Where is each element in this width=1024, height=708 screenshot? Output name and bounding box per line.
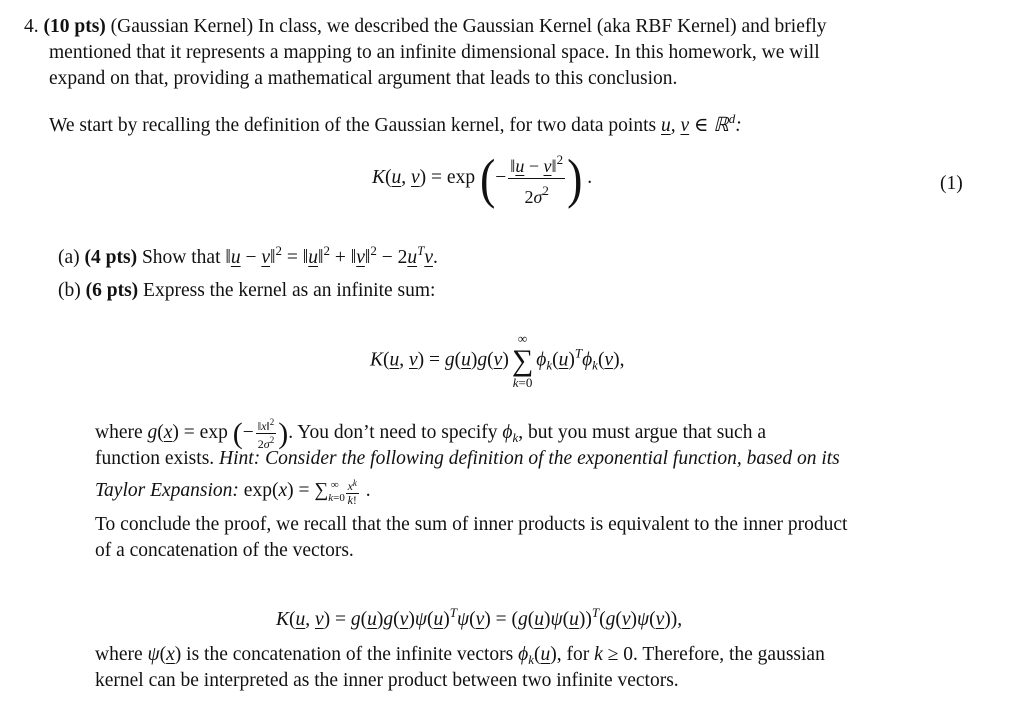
final-for-text: , for bbox=[556, 644, 595, 665]
problem-intro-line-3: expand on that, providing a mathematical argument that leads to this conclusion. bbox=[49, 68, 678, 89]
function-exists-text: function exists. bbox=[95, 448, 220, 469]
psi-x: ψ(x) bbox=[147, 644, 182, 665]
taylor-text: Taylor Expansion: bbox=[95, 480, 239, 501]
part-b bbox=[58, 278, 435, 304]
part-a-label: (a) bbox=[58, 247, 80, 268]
final-mid-text: is the concatenation of the infinite vectors bbox=[181, 644, 519, 665]
taylor-math: $\exp(x) = \sum_{k=0}^\infty$ $\frac{x^k}{k!}$ . bbox=[243, 477, 371, 507]
part-a-text: Show that bbox=[141, 247, 226, 268]
final-where-text: where bbox=[95, 644, 148, 665]
part-a-math: ‖u − v‖$^2$ = ‖u‖$^2$ + ‖v‖$^2$ − $2u^Tv$. bbox=[225, 243, 438, 268]
phi-k-u: $\phi_k(u)$ bbox=[518, 644, 557, 667]
part-a-points: (4 pts) bbox=[84, 247, 138, 268]
problem-intro-1: (Gaussian Kernel) In class, we described the Gaussian Kernel (aka RBF Kernel) and briefly bbox=[105, 16, 827, 37]
part-b-label: (b) bbox=[58, 280, 81, 301]
but-must-text: , but you must argue that such a bbox=[518, 421, 766, 443]
problem-number: 4. bbox=[24, 16, 39, 37]
dont-need-text: . You don’t need to specify bbox=[288, 421, 503, 443]
function-exists-line bbox=[95, 446, 840, 472]
equation-sum: K(u, v) = g(u)g(v) ∞ ∑ k=0 $\phi_k(u)^T\phi_k(v)$, bbox=[370, 331, 625, 390]
equation-final: K(u, $v) = g(u)g(v)\psi(u)^T\psi(v) = (g(u)\psi(u))^T(g(v)\psi(v))$, bbox=[276, 605, 683, 630]
part-b-points: (6 pts) bbox=[85, 280, 139, 301]
phi-k: $\phi_k$ bbox=[502, 421, 519, 445]
final-end-text: . Therefore, the gaussian bbox=[632, 644, 825, 665]
where-text: where bbox=[95, 421, 148, 443]
conclude-line-2: of a concatenation of the vectors. bbox=[95, 540, 354, 561]
final-line-2: kernel can be interpreted as the inner product between two infinite vectors. bbox=[95, 670, 679, 691]
hint-text: Consider the following definition of the exponential function, based on its bbox=[260, 448, 840, 469]
hint-label: Hint: bbox=[219, 448, 261, 469]
problem-intro-line-1 bbox=[24, 14, 827, 40]
problem-points: (10 pts) bbox=[43, 16, 106, 37]
equation-1: K(u, v) = exp (− $\frac{‖u - v‖^2}{2\sigma^2}$ ) . bbox=[372, 147, 593, 209]
problem-intro-line-2: mentioned that it represents a mapping to an infinite dimensional space. In this homework, we will bbox=[49, 42, 820, 63]
conclude-line-1: To conclude the proof, we recall that the sum of inner products is equivalent to the inner product bbox=[95, 514, 848, 535]
recall-text: We start by recalling the definition of the Gaussian kernel, for two data points bbox=[49, 115, 661, 136]
equation-1-tag: (1) bbox=[940, 173, 963, 194]
part-a bbox=[58, 238, 438, 271]
part-b-text: Express the kernel as an infinite sum: bbox=[143, 280, 436, 301]
taylor-line bbox=[95, 472, 371, 511]
k-geq-0: k ≥ 0 bbox=[594, 644, 633, 665]
recall-line bbox=[49, 106, 742, 139]
g-definition: g(x) = exp (− $\frac{‖x‖^2}{2\sigma^2}$ ) bbox=[147, 416, 289, 451]
recall-math: u, v ∈ ℝ$^d$: bbox=[660, 111, 742, 136]
